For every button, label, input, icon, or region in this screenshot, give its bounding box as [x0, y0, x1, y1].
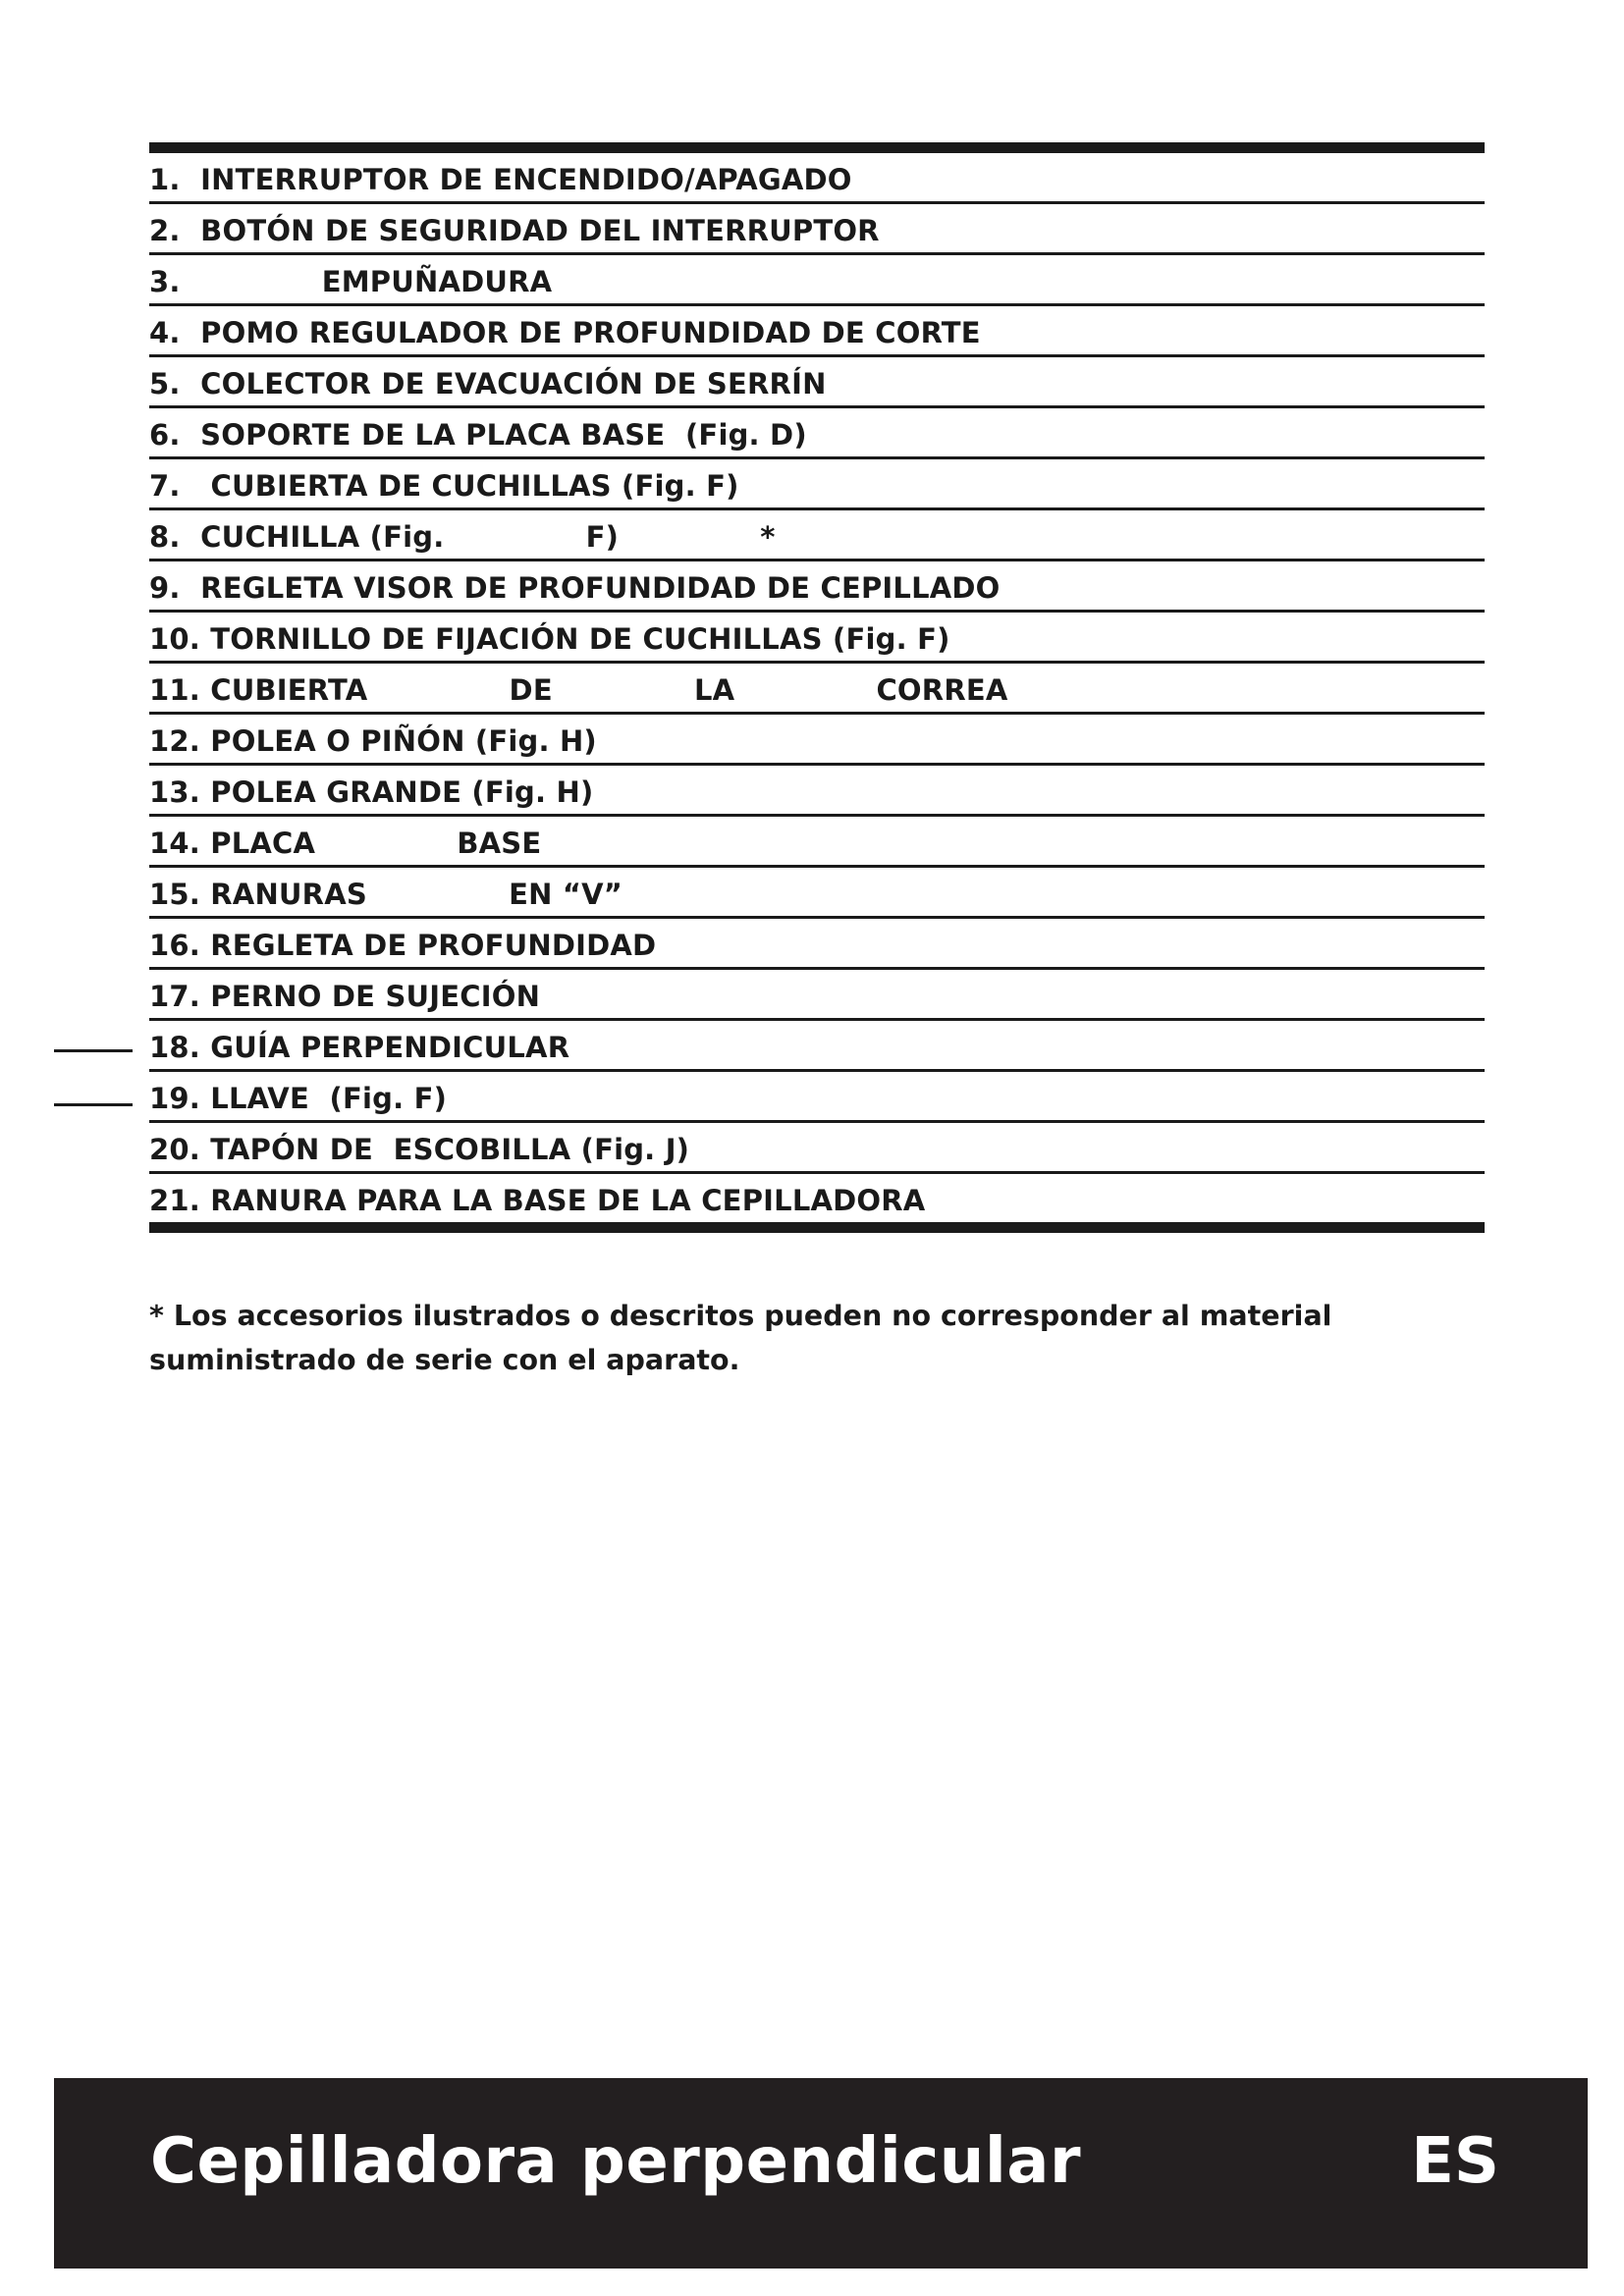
part-item-17: 17. PERNO DE SUJECIÓN	[149, 970, 1485, 1021]
part-item-8: 8. CUCHILLA (Fig. F) *	[149, 510, 1485, 561]
part-item-6: 6. SOPORTE DE LA PLACA BASE (Fig. D)	[149, 408, 1485, 459]
part-item-12: 12. POLEA O PIÑÓN (Fig. H)	[149, 715, 1485, 766]
part-item-2: 2. BOTÓN DE SEGURIDAD DEL INTERRUPTOR	[149, 204, 1485, 255]
part-item-13: 13. POLEA GRANDE (Fig. H)	[149, 766, 1485, 817]
footer-title: Cepilladora perpendicular	[150, 2125, 1081, 2198]
part-item-4: 4. POMO REGULADOR DE PROFUNDIDAD DE CORTE	[149, 306, 1485, 357]
part-item-10: 10. TORNILLO DE FIJACIÓN DE CUCHILLAS (Fig. F)	[149, 613, 1485, 664]
language-code: ES	[1411, 2125, 1499, 2198]
part-item-14: 14. PLACA BASE	[149, 817, 1485, 868]
part-item-9: 9. REGLETA VISOR DE PROFUNDIDAD DE CEPILLADO	[149, 561, 1485, 613]
footnote-line-1: * Los accesorios ilustrados o descritos pueden no corresponder al material	[149, 1300, 1332, 1332]
part-item-11: 11. CUBIERTA DE LA CORREA	[149, 664, 1485, 715]
part-item-15: 15. RANURAS EN “V”	[149, 868, 1485, 919]
part-item-3: 3. EMPUÑADURA	[149, 255, 1485, 306]
part-item-20: 20. TAPÓN DE ESCOBILLA (Fig. J)	[149, 1123, 1485, 1174]
part-item-21: 21. RANURA PARA LA BASE DE LA CEPILLADORA	[149, 1174, 1485, 1233]
footer-band	[54, 2078, 1588, 2269]
part-item-1: 1. INTERRUPTOR DE ENCENDIDO/APAGADO	[149, 153, 1485, 204]
side-divider	[54, 1103, 133, 1106]
part-item-18: 18. GUÍA PERPENDICULAR	[149, 1021, 1485, 1072]
part-item-19: 19. LLAVE (Fig. F)	[149, 1072, 1485, 1123]
side-divider	[54, 1049, 133, 1052]
accessories-footnote	[149, 1294, 1485, 1382]
part-item-5: 5. COLECTOR DE EVACUACIÓN DE SERRÍN	[149, 357, 1485, 408]
footnote-line-2: suministrado de serie con el aparato.	[149, 1344, 740, 1376]
part-item-16: 16. REGLETA DE PROFUNDIDAD	[149, 919, 1485, 970]
part-item-7: 7. CUBIERTA DE CUCHILLAS (Fig. F)	[149, 459, 1485, 510]
parts-list	[149, 142, 1485, 1233]
